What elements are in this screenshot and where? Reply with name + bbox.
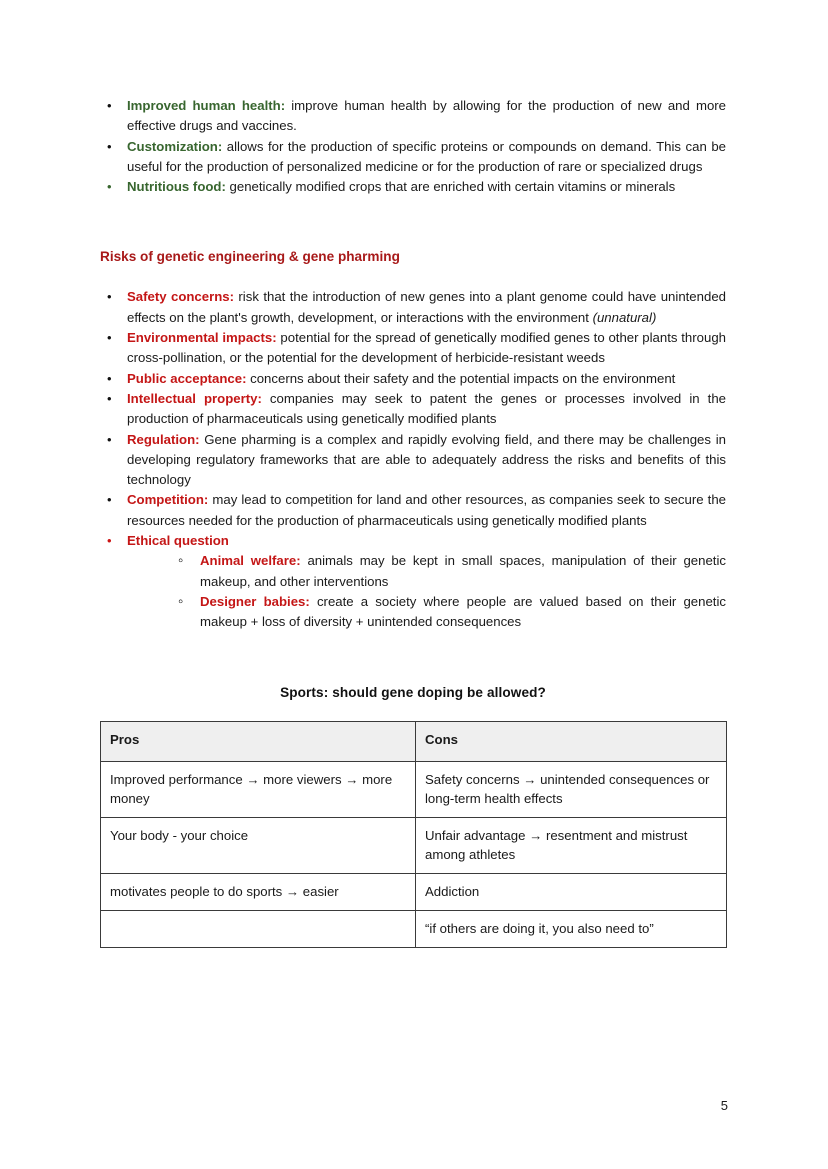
- bullet-dot-icon: [107, 287, 112, 307]
- bullet-dot-icon: [107, 96, 112, 116]
- risks-list: [100, 287, 726, 632]
- list-item-text: concerns about their safety and the potential impacts on the environment: [246, 370, 676, 386]
- table-row: [101, 761, 727, 817]
- list-item-text: risk that the introduction of new genes into a plant genome could have unintended effects on the plant's growth, development, or interactions with the environment: [127, 289, 726, 325]
- list-item-text: create a society where people are valued based on their genetic makeup + loss of diversity + unintended consequences: [200, 593, 726, 630]
- list-item-label: Safety concerns:: [127, 289, 235, 305]
- list-item: [100, 177, 726, 197]
- bullet-dot-icon: [107, 328, 112, 348]
- list-item-label: Designer babies:: [200, 593, 310, 609]
- list-item-text: genetically modified crops that are enriched with certain vitamins or minerals: [225, 179, 676, 195]
- page-number: 5: [720, 1098, 728, 1113]
- list-item-label: Ethical question: [127, 533, 229, 549]
- table-cell-con: “if others are doing it, you also need to”: [416, 910, 727, 947]
- table-cell-pro: [101, 910, 416, 947]
- list-item: [100, 369, 726, 389]
- list-item-label: Customization:: [127, 138, 223, 154]
- bullet-dot-icon: [107, 531, 112, 551]
- list-item-text: Gene pharming is a complex and rapidly evolving field, and there may be challenges in developing regulatory frameworks that are able to adequately address the risks and benefits of this technology: [127, 431, 726, 488]
- bullet-dot-icon: [107, 389, 112, 409]
- benefits-list: [100, 96, 726, 197]
- bullet-dot-icon: [107, 137, 112, 157]
- spacer: [100, 197, 726, 249]
- list-item-text: animals may be kept in small spaces, manipulation of their genetic makeup, and other interventions: [200, 553, 726, 589]
- table-cell-con: Addiction: [416, 873, 727, 910]
- bullet-dot-icon: [107, 369, 112, 389]
- list-item-label: Environmental impacts:: [127, 330, 277, 346]
- table-cell-pro: motivates people to do sports → easier: [101, 873, 416, 910]
- list-item-text: companies may seek to patent the genes or processes involved in the production of pharmaceuticals using genetically modified plants: [127, 390, 726, 427]
- list-item-text: allows for the production of specific proteins or compounds on demand. This can be useful for the production of personalized medicine or for the production of rare or specialized drugs: [127, 138, 726, 174]
- document-content: [100, 96, 726, 948]
- table-row: [101, 873, 727, 910]
- list-item-label: Intellectual property:: [127, 390, 262, 406]
- bullet-dot-icon: [107, 430, 112, 450]
- table-cell-pro: Improved performance → more viewers → more money: [101, 761, 416, 817]
- list-item: [173, 592, 726, 633]
- bullet-dot-icon: [107, 177, 112, 197]
- list-item: [100, 389, 726, 430]
- list-item: [100, 96, 726, 137]
- table-row: [101, 910, 727, 947]
- bullet-circle-icon: [178, 592, 183, 612]
- table-cell-con: Safety concerns → unintended consequences or long-term health effects: [416, 761, 727, 817]
- table-header-cons: Cons: [416, 721, 727, 761]
- list-item-text: potential for the spread of genetically modified genes to other plants through cross-pollination, or the potential for the development of herbicide-resistant weeds: [127, 330, 726, 366]
- list-item: [100, 137, 726, 178]
- list-item-label: Nutritious food:: [127, 179, 226, 195]
- table-row: [101, 817, 727, 873]
- list-item-text: improve human health by allowing for the production of new and more effective drugs and vaccines.: [127, 98, 727, 134]
- list-item-italic-note: (unnatural): [592, 309, 657, 325]
- list-item-label: Public acceptance:: [127, 370, 247, 386]
- ethical-question-sublist: [127, 551, 726, 632]
- section-heading-risks: Risks of genetic engineering & gene pharming: [100, 249, 400, 265]
- list-item: [100, 490, 726, 531]
- list-item-text: may lead to competition for land and other resources, as companies seek to secure the resources needed for the production of pharmaceuticals using genetically modified plants: [127, 492, 726, 528]
- table-header-pros: Pros: [101, 721, 416, 761]
- list-item: [100, 531, 726, 632]
- list-item: [173, 551, 726, 592]
- pros-cons-table: [100, 721, 727, 948]
- bullet-circle-icon: [178, 551, 183, 571]
- list-item-label: Improved human health:: [127, 98, 286, 113]
- spacer: [100, 264, 726, 287]
- table-cell-pro: Your body - your choice: [101, 817, 416, 873]
- table-header-row: [101, 721, 727, 761]
- list-item-label: Animal welfare:: [200, 553, 301, 569]
- bullet-dot-icon: [107, 490, 112, 510]
- list-item: [100, 328, 726, 369]
- table-title: Sports: should gene doping be allowed?: [280, 684, 546, 700]
- table-cell-con: Unfair advantage → resentment and mistrust among athletes: [416, 817, 727, 873]
- list-item-label: Regulation:: [127, 431, 200, 447]
- spacer: [100, 633, 726, 685]
- list-item: [100, 430, 726, 491]
- list-item-label: Competition:: [127, 492, 209, 508]
- list-item: [100, 287, 726, 328]
